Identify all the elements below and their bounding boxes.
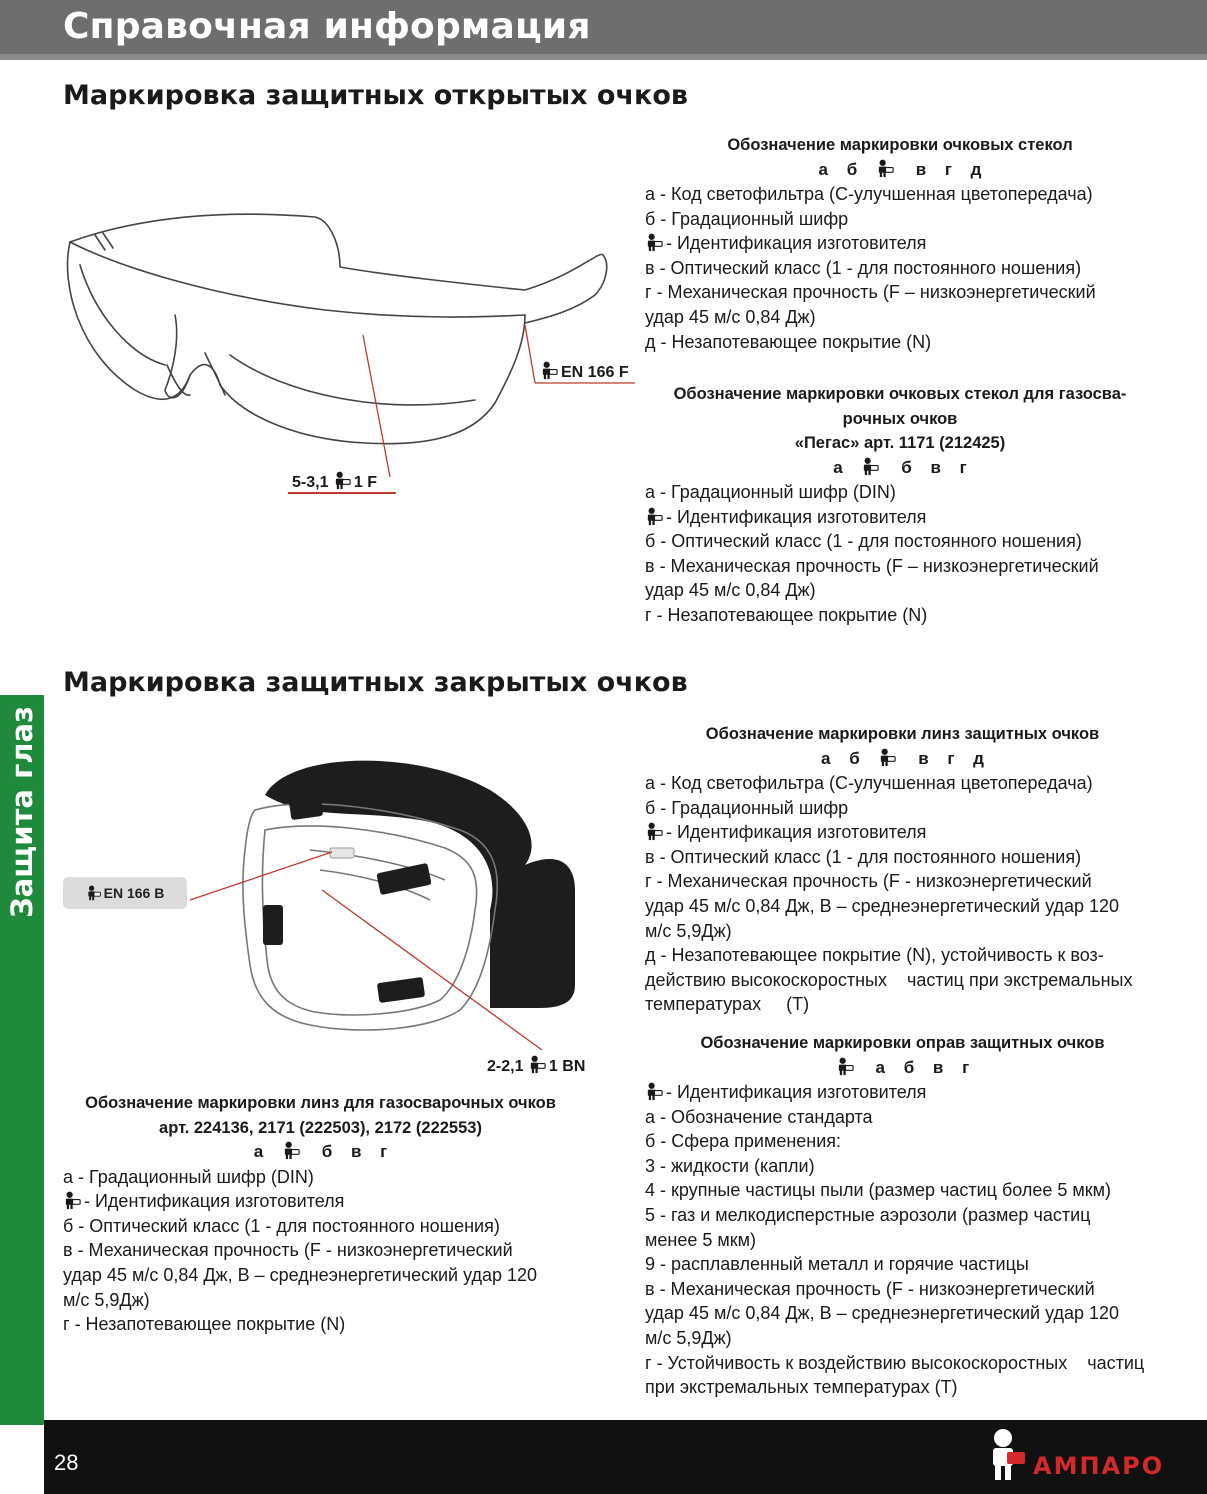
block-heading: Обозначение маркировки очковых стекол для газосва- <box>673 385 1127 403</box>
marking-line: а - Код светофильтра (С-улучшенная цветопередача) <box>645 184 1093 205</box>
frame-marking-badge: EN 166 B <box>63 877 187 909</box>
marking-line: м/с 5,9Дж) <box>645 920 732 941</box>
marking-line: б - Сфера применения: <box>645 1131 842 1152</box>
marking-line: удар 45 м/с 0,84 Дж, В – среднеэнергетический удар 120 <box>645 1303 1120 1324</box>
marking-line: д - Незапотевающее покрытие (N) <box>645 331 932 352</box>
marking-line: а - Код светофильтра (С-улучшенная цветопередача) <box>645 773 1093 794</box>
temple-arm-top <box>70 214 603 290</box>
block-heading: Обозначение маркировки очковых стекол <box>727 136 1073 154</box>
open-lens-callout: 5-3,1 1 F <box>292 471 377 492</box>
block-heading: арт. 224136, 2171 (222503), 2172 (222553) <box>159 1118 482 1137</box>
marking-letters: а б в г <box>833 457 967 477</box>
marking-line: - Идентификация изготовителя <box>63 1189 578 1214</box>
marking-line: г - Механическая прочность (F – низкоэнергетический <box>645 282 1096 303</box>
leader-line-badge <box>190 852 332 900</box>
marking-line: м/с 5,9Дж) <box>645 1328 732 1349</box>
vent-side <box>376 863 431 895</box>
page-title: Справочная информация <box>63 6 591 47</box>
marking-line: г - Незапотевающее покрытие (N) <box>63 1314 346 1335</box>
marking-line: м/с 5,9Дж) <box>63 1289 150 1310</box>
manufacturer-mark-icon <box>645 822 664 841</box>
manufacturer-mark-icon <box>540 361 559 380</box>
manufacturer-mark-icon <box>861 457 880 476</box>
closed-lens-callout: 2-2,1 1 BN <box>487 1055 585 1076</box>
marking-line: удар 45 м/с 0,84 Дж, В – среднеэнергетический удар 120 <box>645 896 1120 917</box>
leader-line-lens <box>363 335 390 477</box>
lens-top-edge <box>70 242 525 317</box>
lens-outline <box>68 242 525 444</box>
lens-inner-curve <box>80 265 165 365</box>
nose-pad-left <box>167 365 190 395</box>
brand-logo <box>985 1426 1175 1486</box>
closed-lens-marking-block <box>645 722 1160 1017</box>
manufacturer-mark-icon <box>645 1082 664 1101</box>
closed-glasses-title: Маркировка защитных закрытых очков <box>63 667 688 698</box>
temple-arm-back <box>525 255 607 323</box>
marking-line: действию высокоскоростных частиц при экстремальных <box>645 969 1133 990</box>
marking-letters: а б в г д <box>818 159 982 179</box>
marking-letters: а б в г <box>253 1142 388 1161</box>
leader-line-frame <box>525 325 535 383</box>
lens-inner-curve-right <box>230 355 475 405</box>
marking-line: в - Оптический класс (1 - для постоянного ношения) <box>645 257 1082 278</box>
closed-welding-marking-block <box>63 1091 578 1337</box>
marking-line: 4 - крупные частицы пыли (размер частиц более 5 мкм) <box>645 1180 1112 1201</box>
marking-line: в - Механическая прочность (F - низкоэнергетический <box>63 1240 513 1261</box>
manufacturer-mark-icon <box>63 1191 82 1210</box>
nose-pad-right <box>205 353 225 395</box>
marking-line: менее 5 мкм) <box>645 1229 756 1250</box>
marking-line: а - Градационный шифр (DIN) <box>645 482 896 503</box>
vent-bottom <box>377 977 425 1003</box>
brand-mascot-icon <box>993 1429 1025 1480</box>
marking-line: 3 - жидкости (капли) <box>645 1155 815 1176</box>
marking-line: - Идентификация изготовителя <box>645 505 1155 530</box>
sidebar-label: Защита глаз <box>5 706 39 918</box>
marking-line: - Идентификация изготовителя <box>645 820 1160 845</box>
block-heading: Обозначение маркировки линз для газосварочных очков <box>85 1094 556 1112</box>
marking-line: удар 45 м/с 0,84 Дж) <box>645 580 816 601</box>
marking-line: г - Механическая прочность (F - низкоэнергетический <box>645 871 1092 892</box>
block-heading: рочных очков <box>842 409 958 428</box>
open-lens-callout-underline <box>288 492 396 494</box>
marking-line: б - Оптический класс (1 - для постоянного ношения) <box>63 1215 500 1236</box>
marking-line: в - Оптический класс (1 - для постоянного ношения) <box>645 846 1082 867</box>
manufacturer-mark-icon <box>836 1057 855 1076</box>
marking-line: г - Устойчивость к воздействию высокоскоростных частиц <box>645 1352 1145 1373</box>
marking-line: г - Незапотевающее покрытие (N) <box>645 605 928 626</box>
marking-line: а - Градационный шифр (DIN) <box>63 1166 314 1187</box>
page-number: 28 <box>54 1450 79 1475</box>
manufacturer-mark-icon <box>876 159 895 178</box>
manufacturer-mark-icon <box>878 748 897 767</box>
header-rule <box>0 54 1207 60</box>
block-heading: Обозначение маркировки оправ защитных очков <box>700 1034 1105 1052</box>
marking-line: удар 45 м/с 0,84 Дж, В – среднеэнергетический удар 120 <box>63 1264 538 1285</box>
open-welding-marking-block <box>645 382 1155 628</box>
temple-hinge <box>95 233 113 250</box>
marking-line: б - Оптический класс (1 - для постоянного ношения) <box>645 531 1082 552</box>
block-heading: Обозначение маркировки линз защитных очков <box>705 725 1100 743</box>
marking-line: д - Незапотевающее покрытие (N), устойчивость к воз- <box>645 945 1104 966</box>
marking-line: при экстремальных температурах (Т) <box>645 1377 958 1398</box>
marking-plate <box>330 848 354 858</box>
manufacturer-mark-icon <box>528 1055 547 1074</box>
marking-line: б - Градационный шифр <box>645 797 849 818</box>
marking-letters: а б в г <box>645 1056 1160 1081</box>
manufacturer-mark-icon <box>333 471 352 490</box>
manufacturer-mark-icon <box>86 885 102 901</box>
marking-line: в - Механическая прочность (F – низкоэнергетический <box>645 555 1099 576</box>
marking-line: в - Механическая прочность (F - низкоэнергетический <box>645 1278 1095 1299</box>
marking-line: 9 - расплавленный металл и горячие частицы <box>645 1254 1029 1275</box>
closed-frame-marking-block <box>645 1031 1160 1400</box>
manufacturer-mark-icon <box>282 1141 301 1160</box>
marking-line: - Идентификация изготовителя <box>645 1080 1160 1105</box>
brand-wordmark: АМПАРО <box>1033 1452 1165 1480</box>
block-heading: «Пегас» арт. 1171 (212425) <box>794 434 1006 452</box>
marking-line: б - Градационный шифр <box>645 208 849 229</box>
open-frame-callout: EN 166 F <box>540 361 629 382</box>
marking-line: температурах (Т) <box>645 994 810 1015</box>
open-lens-marking-block <box>645 133 1155 354</box>
vent-left <box>263 905 283 945</box>
manufacturer-mark-icon <box>645 507 664 526</box>
marking-letters: а б в г д <box>821 748 984 768</box>
marking-line: 5 - газ и мелкодисперстные аэрозоли (размер частиц <box>645 1205 1091 1226</box>
open-glasses-illustration <box>55 205 640 505</box>
goggle-lens <box>262 826 476 1015</box>
manufacturer-mark-icon <box>645 233 664 252</box>
marking-line: удар 45 м/с 0,84 Дж) <box>645 307 816 328</box>
marking-line: - Идентификация изготовителя <box>645 231 1155 256</box>
open-glasses-title: Маркировка защитных открытых очков <box>63 80 688 111</box>
marking-line: а - Обозначение стандарта <box>645 1106 873 1127</box>
